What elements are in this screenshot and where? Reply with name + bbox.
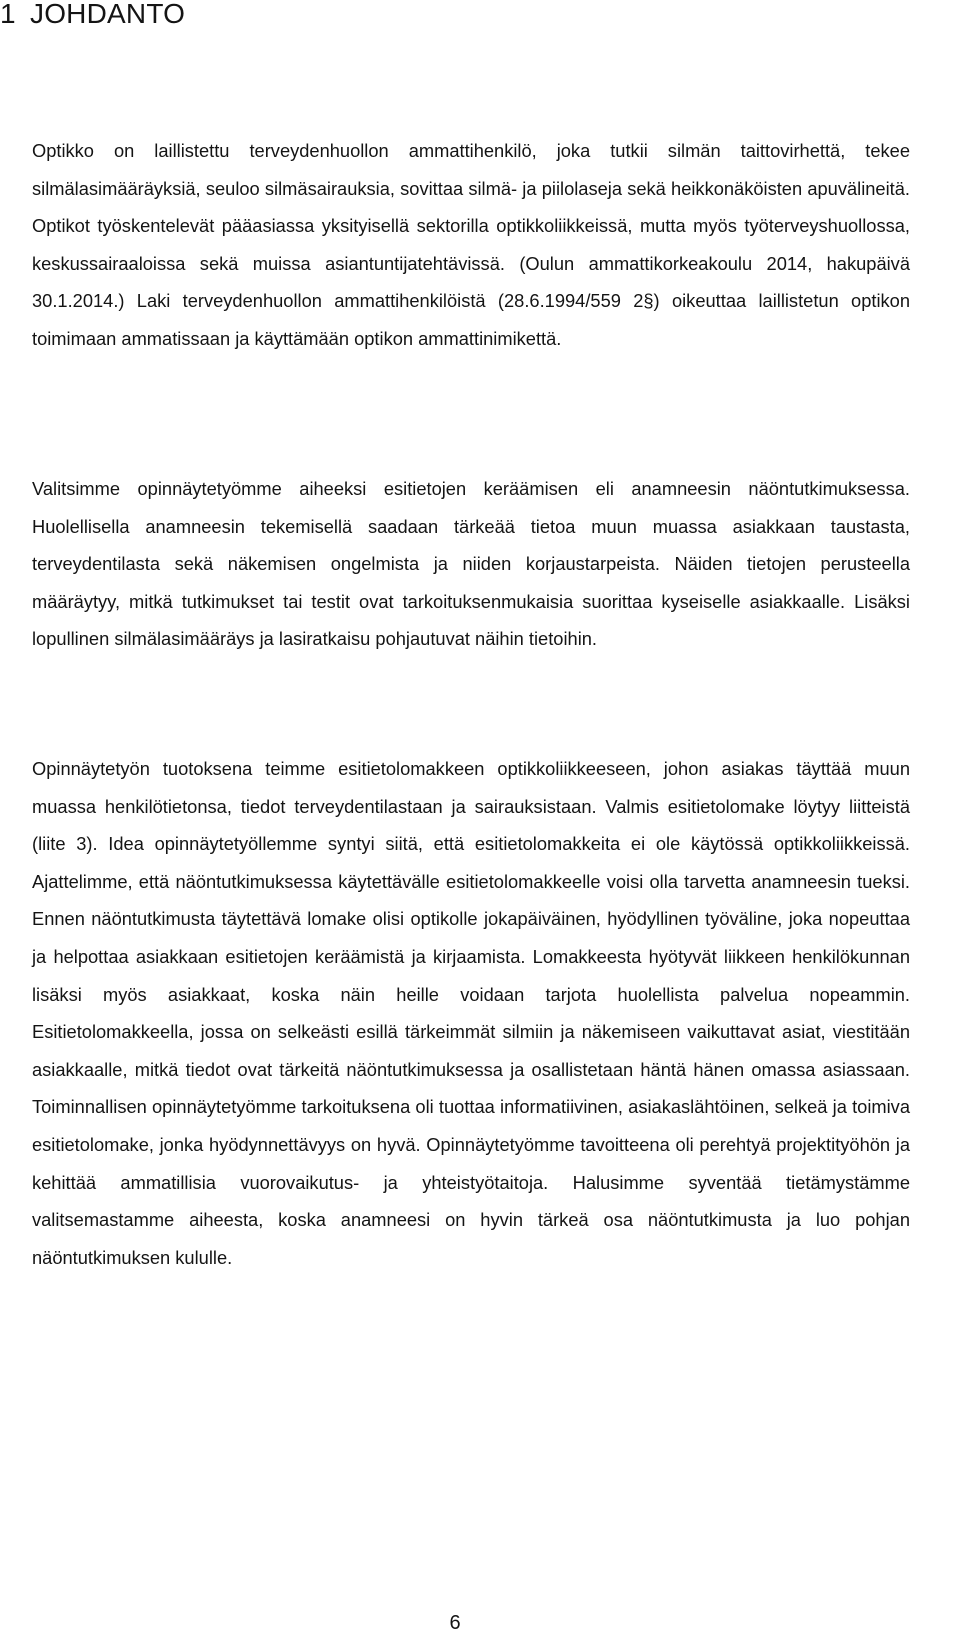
paragraph-output: Opinnäytetyön tuotoksena teimme esitietolomakkeen optikkoliikkeeseen, johon asiakas täyttää muun muassa henkilötietonsa, tiedot terveydentilastaan ja sairauksistaan. Valmis esitietolomake löytyy liitteistä (liite 3). Idea opinnäytetyöllemme syntyi siitä, että esitietolomakkeita ei ole käytössä optikkoliikkeissä. Ajattelimme, että näöntutkimuksessa käytettävälle esitietolomakkeelle voisi olla tarvetta anamneesin tueksi. Ennen näöntutkimusta täytettävä lomake olisi optikolle jokapäiväinen, hyödyllinen työväline, joka nopeuttaa ja helpottaa asiakkaan esitietojen keräämistä ja kirjaamista. Lomakkeesta hyötyvät liikkeen henkilökunnan lisäksi myös asiakkaat, koska näin heille voidaan tarjota huolellista palvelua nopeammin. Esitietolomakkeella, jossa on selkeästi esillä tärkeimmät silmiin ja näkemiseen vaikuttavat asiat, viestitään asiakkaalle, mitkä tiedot ovat tärkeitä näöntutkimuksessa ja osallistetaan häntä hänen omassa asiassaan. Toiminnallisen opinnäytetyömme tarkoituksena oli tuottaa informatiivinen, asiakaslähtöinen, selkeä ja toimiva esitietolomake, jonka hyödynnettävyys on hyvä. Opinnäytetyömme tavoitteena oli perehtyä projektityöhön ja kehittää ammatillisia vuorovaikutus- ja yhteistyötaitoja. Halusimme syventää tietämystämme valitsemastamme aiheesta, koska anamneesi on hyvin tärkeä osa näöntutkimusta ja luo pohjan näöntutkimuksen kululle. xyxy=(32,758,910,1268)
paragraph-intro: Optikko on laillistettu terveydenhuollon ammattihenkilö, joka tutkii silmän taittovirhettä, tekee silmälasimääräyksiä, seuloo silmäsairauksia, sovittaa silmä- ja piilolaseja sekä heikkonäköisten apuvälineitä. Optikot työskentelevät pääasiassa yksityisellä sektorilla optikkoliikkeissä, mutta myös työterveyshuollossa, keskussairaaloissa sekä muissa asiantuntijatehtävissä. (Oulun ammattikorkeakoulu 2014, hakupäivä 30.1.2014.) Laki terveydenhuollon ammattihenkilöistä (28.6.1994/559 2§) oikeuttaa laillistetun optikon toimimaan ammatissaan ja käyttämään optikon ammattinimikettä. xyxy=(32,140,910,349)
page-number xyxy=(0,1608,910,1638)
chapter-number: 1 xyxy=(0,0,16,29)
paragraph-topic: Valitsimme opinnäytetyömme aiheeksi esitietojen keräämisen eli anamneesin näöntutkimuksessa. Huolellisella anamneesin tekemisellä saadaan tärkeää tietoa muun muassa asiakkaan taustasta, terveydentilasta sekä näkemisen ongelmista ja niiden korjaustarpeista. Näiden tietojen perusteella määräytyy, mitkä tutkimukset tai testit ovat tarkoituksenmukaisia suorittaa kyseiselle asiakkaalle. Lisäksi lopullinen silmälasimääräys ja lasiratkaisu pohjautuvat näihin tietoihin. xyxy=(32,478,910,650)
chapter-heading xyxy=(0,0,185,32)
chapter-title: JOHDANTO xyxy=(30,0,186,29)
page-number-value: 6 xyxy=(449,1612,461,1634)
